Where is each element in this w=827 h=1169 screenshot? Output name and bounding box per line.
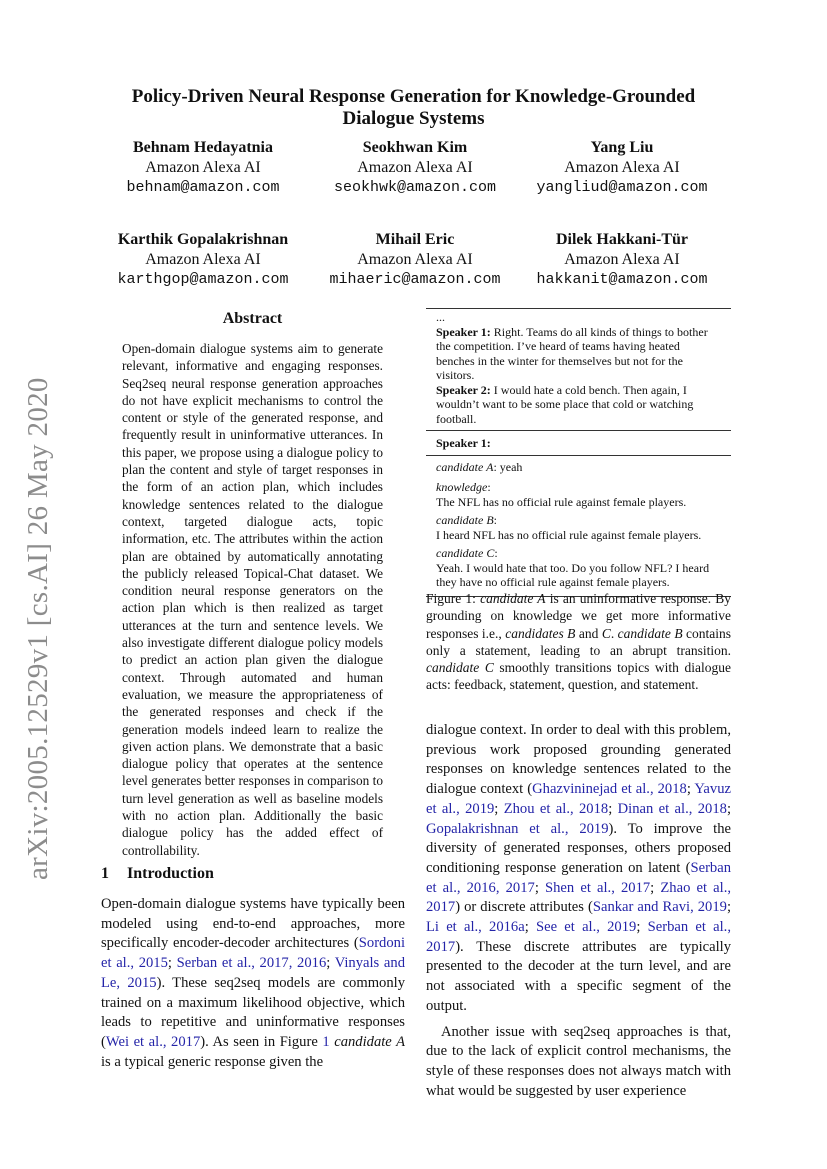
body-paragraph: dialogue context. In order to deal with this problem, previous work proposed grounding generated responses on knowledge sentences related to the dialogue context (Ghazvininejad et al., 2018; Yavuz et al., 2019; Zhou et al., 2018; Dinan et al., 2018; Gopalakrishnan et al., 2019). To improve the diversity of generated responses, others proposed conditioning response generation on latent (Serban et al., 2016, 2017; Shen et al., 2017; Zhao et al., 2017) or discrete attributes (Sankar and Ravi, 2019; Li et al., 2016a; See et al., 2019; Serban et al., 2017). These discrete attributes are typically presented to the decoder at the turn level, and are not associated with a specific segment of the output. bbox=[426, 722, 731, 1014]
figure-1-box bbox=[426, 308, 731, 597]
dialogue-turn: Speaker 1: Right. Teams do all kinds of things to bother the competition. I’ve heard of teams having heated benches in the winter for themselves but not for the visitors. bbox=[436, 324, 708, 382]
candidate-c-text: Yeah. I would hate that too. Do you follow NFL? I heard they have no official rule against female players. bbox=[436, 560, 710, 589]
citation-link[interactable]: Serban et al., 2017, 2016 bbox=[176, 955, 327, 972]
citation-link[interactable]: Li et al., 2016a bbox=[426, 919, 525, 936]
section-title: Introduction bbox=[127, 865, 214, 882]
abstract-text: Open-domain dialogue systems aim to generate relevant, informative and engaging responses. Seq2seq neural response generation approaches do not have explicit mechanisms to control the content or style of the generated response, and frequently result in uninformative utterances. In this paper, we propose using a dialogue policy to plan the content and style of target responses in the form of an action plan, which includes knowledge sentences related to the dialogue context, targeted dialogue acts, topic information, etc. The attributes within the action plan are obtained by automatically annotating the publicly released Topical-Chat dataset. We condition neural response generators on the action plan which is then realized as target utterances at the turn and sentence levels. We also investigate different dialogue policy models to predict an action plan given the dialogue context. Through automated and human evaluation, we measure the appropriateness of the generated responses and check if the generation models indeed learn to realize the given action plans. We demonstrate that a basic dialogue policy that operates at the sentence level generates better responses in comparison to turn level generation as well as baseline models with no action plan. Additionally the basic dialogue policy has the added effect of controllability. bbox=[122, 341, 383, 858]
author-affiliation: Amazon Alexa AI bbox=[564, 159, 680, 176]
author-block bbox=[315, 230, 515, 290]
citation-link[interactable]: Ghazvininejad et al., 2018 bbox=[532, 781, 687, 798]
author-name: Karthik Gopalakrishnan bbox=[117, 231, 289, 248]
author-email: yangliud@amazon.com bbox=[536, 179, 708, 196]
response-speaker-label: Speaker 1: bbox=[436, 436, 491, 450]
author-email: mihaeric@amazon.com bbox=[329, 271, 501, 288]
knowledge-entry: knowledge: bbox=[436, 480, 491, 494]
author-affiliation: Amazon Alexa AI bbox=[357, 159, 473, 176]
author-email: seokhwk@amazon.com bbox=[333, 179, 497, 196]
citation-link[interactable]: Vinyals and Le, 2015 bbox=[101, 955, 405, 991]
author-affiliation: Amazon Alexa AI bbox=[564, 251, 680, 268]
author-affiliation: Amazon Alexa AI bbox=[145, 251, 261, 268]
author-name: Mihail Eric bbox=[375, 231, 455, 248]
author-name: Seokhwan Kim bbox=[362, 139, 468, 156]
arxiv-stamp: arXiv:2005.12529v1 [cs.AI] 26 May 2020 bbox=[22, 377, 54, 880]
paper-title bbox=[60, 86, 767, 130]
author-email: hakkanit@amazon.com bbox=[536, 271, 708, 288]
citation-link[interactable]: Serban et al., 2016, 2017 bbox=[426, 859, 731, 896]
author-block bbox=[103, 230, 303, 290]
author-name: Behnam Hedayatnia bbox=[132, 139, 273, 156]
candidate-b: candidate B: bbox=[436, 513, 497, 527]
author-block bbox=[103, 138, 303, 198]
citation-link[interactable]: Serban et al., 2017 bbox=[426, 919, 731, 955]
section-number: 1 bbox=[101, 865, 109, 882]
candidate-c: candidate C: bbox=[436, 546, 498, 560]
citation-link[interactable]: Sankar and Ravi, 2019 bbox=[592, 899, 727, 916]
citation-link[interactable]: Sordoni et al., 2015 bbox=[101, 935, 405, 972]
citation-link[interactable]: Yavuz et al., 2019 bbox=[426, 781, 731, 817]
figure-1-caption: Figure 1: candidate A is an uninformative response. By grounding on knowledge we get more informative responses i.e., candidates B and C. candidate B contains only a statement, leading to an abrupt transition. candidate C smoothly transitions topics with dialogue acts: feedback, statement, question, and statement. bbox=[426, 591, 732, 693]
author-name: Dilek Hakkani-Tür bbox=[555, 231, 689, 248]
knowledge-text: The NFL has no official rule against female players. bbox=[436, 494, 687, 509]
intro-paragraph: Open-domain dialogue systems have typically been modeled using end-to-end approaches, more specifically encoder-decoder architectures (Sordoni et al., 2015; Serban et al., 2017, 2016; Vinyals and Le, 2015). These seq2seq models are commonly trained on a maximum likelihood objective, which leads to repetitive and uninformative responses (Wei et al., 2017). As seen in Figure 1 candidate A is a typical generic response given the bbox=[101, 896, 405, 1070]
dialogue-turn: Speaker 2: I would hate a cold bench. Then again, I wouldn’t want to be some place that cold or watching football. bbox=[436, 382, 694, 426]
author-affiliation: Amazon Alexa AI bbox=[357, 251, 473, 268]
title-line-2: Dialogue Systems bbox=[342, 108, 485, 129]
citation-link[interactable]: Wei et al., 2017 bbox=[105, 1033, 201, 1050]
figure-ref-link[interactable]: 1 bbox=[322, 1033, 330, 1050]
author-affiliation: Amazon Alexa AI bbox=[145, 159, 261, 176]
author-email: karthgop@amazon.com bbox=[117, 271, 289, 288]
author-email: behnam@amazon.com bbox=[126, 179, 280, 196]
abstract-heading: Abstract bbox=[222, 310, 283, 327]
body-paragraph: Another issue with seq2seq approaches is that, due to the lack of explicit control mechanisms, the style of these responses does not always match with what would be suggested by user experience bbox=[426, 1023, 731, 1099]
right-column-body bbox=[426, 721, 731, 1101]
dialogue-ellipsis: ... bbox=[436, 310, 445, 324]
citation-link[interactable]: Zhao et al., 2017 bbox=[426, 879, 731, 916]
author-block bbox=[522, 138, 722, 198]
author-name: Yang Liu bbox=[590, 139, 654, 156]
citation-link[interactable]: See et al., 2019 bbox=[536, 919, 637, 936]
citation-link[interactable]: Zhou et al., 2018 bbox=[503, 800, 609, 817]
citation-link[interactable]: Gopalakrishnan et al., 2019 bbox=[426, 820, 609, 837]
candidate-a: candidate A: yeah bbox=[436, 459, 523, 474]
citation-link[interactable]: Dinan et al., 2018 bbox=[617, 800, 727, 817]
author-block bbox=[315, 138, 515, 198]
citation-link[interactable]: Shen et al., 2017 bbox=[545, 879, 651, 896]
candidate-b-text: I heard NFL has no official rule against female players. bbox=[436, 527, 702, 542]
title-line-1: Policy-Driven Neural Response Generation for Knowledge-Grounded bbox=[131, 86, 696, 107]
author-block bbox=[522, 230, 722, 290]
section-heading bbox=[101, 865, 214, 883]
